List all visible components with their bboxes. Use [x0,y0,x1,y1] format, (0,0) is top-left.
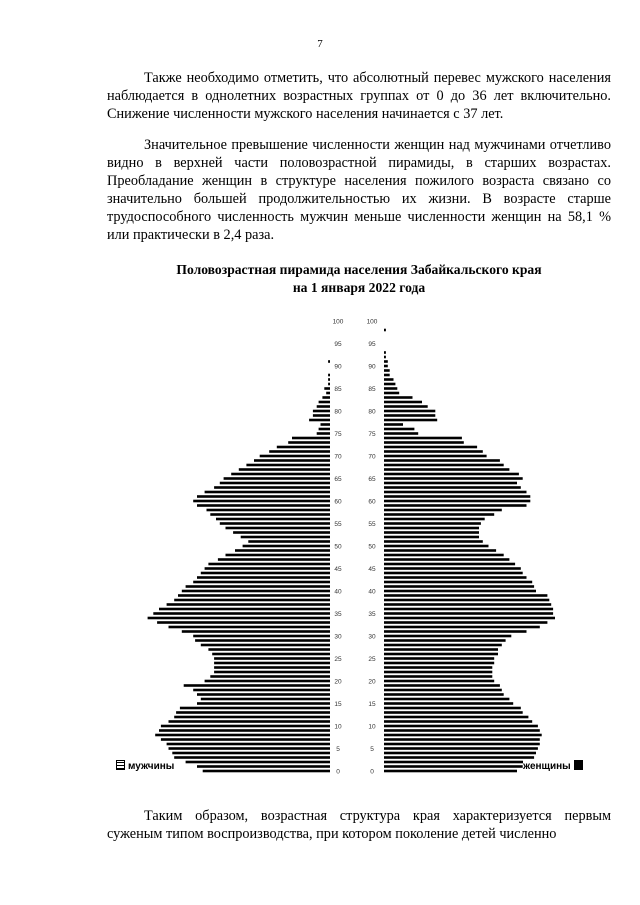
male-bar-age-42 [193,581,330,584]
legend-women [523,760,583,774]
male-bars-group [148,360,330,772]
age-tick-right-25: 25 [368,656,376,663]
male-bar-age-91 [328,360,330,363]
male-bar-age-49 [235,549,330,552]
male-bar-age-87 [328,378,330,381]
legend-women-label: женщины [523,761,571,772]
female-bar-age-39 [384,594,547,597]
male-bar-age-6 [167,743,330,746]
female-bar-age-74 [384,437,462,440]
male-bar-age-52 [241,536,330,539]
male-bar-age-16 [201,698,330,701]
female-bar-age-0 [384,770,517,773]
female-bar-age-2 [384,761,530,764]
male-bar-age-68 [246,464,330,467]
male-bar-age-33 [157,621,330,624]
male-bar-age-36 [159,608,330,611]
female-bar-age-33 [384,621,547,624]
male-bar-age-21 [210,675,330,678]
male-bar-age-78 [309,419,330,422]
age-tick-right-30: 30 [368,633,376,641]
male-bar-age-44 [201,572,330,575]
female-bar-age-78 [384,419,437,422]
male-bar-age-67 [239,468,330,471]
male-bar-age-57 [210,513,330,516]
male-bar-age-41 [186,585,330,588]
female-bar-age-3 [384,756,534,759]
female-bar-age-55 [384,522,481,525]
age-tick-left-45: 45 [334,566,342,573]
male-bar-age-34 [148,617,330,620]
age-tick-right-20: 20 [368,678,376,686]
female-bar-age-64 [384,482,517,485]
age-tick-left-50: 50 [334,543,342,551]
female-bar-age-61 [384,495,530,498]
male-bar-age-84 [326,392,330,395]
female-bar-age-35 [384,612,553,615]
female-bars-group [384,329,555,773]
male-bar-age-28 [201,644,330,647]
chart-title-line2: на 1 января 2022 года [292,280,426,295]
age-tick-left-30: 30 [334,633,342,641]
female-bar-age-52 [384,536,479,539]
female-bar-age-80 [384,410,435,413]
male-bar-age-58 [207,509,331,512]
female-bar-age-15 [384,702,513,705]
age-tick-right-50: 50 [368,543,376,551]
age-tick-right-35: 35 [368,611,376,618]
age-tick-left-95: 95 [334,341,342,348]
age-tick-right-45: 45 [368,566,376,573]
male-bar-age-53 [233,531,330,534]
legend-men [116,760,174,774]
male-bar-age-32 [169,626,331,629]
female-bar-age-8 [384,734,542,737]
male-bar-age-46 [208,563,330,566]
male-bar-age-4 [172,752,330,755]
female-bar-age-28 [384,644,502,647]
female-bar-age-85 [384,387,397,390]
male-bar-age-22 [214,671,330,674]
male-bar-age-26 [212,653,330,656]
female-bar-age-4 [384,752,536,755]
female-bar-age-60 [384,500,530,503]
age-tick-right-5: 5 [370,746,374,753]
female-bar-age-65 [384,477,523,480]
age-tick-right-0: 0 [370,768,374,776]
female-bar-age-50 [384,545,489,548]
female-swatch-icon [574,760,583,770]
legend-men-label: мужчины [128,761,175,772]
paragraph-male-excess: Также необходимо отметить, что абсолютный перевес мужского населения наблюдается в однолетних возрастных группах от 0 до 36 лет включительно. Снижение численности мужского населения начинается с 37 лет. [107,70,611,123]
male-bar-age-24 [214,662,330,665]
male-bar-age-20 [205,680,330,683]
male-bar-age-59 [197,504,330,507]
age-tick-left-5: 5 [336,746,340,753]
female-bar-age-34 [384,617,555,620]
male-bar-age-18 [193,689,330,692]
paragraph-conclusion: Таким образом, возрастная структура края характеризуется первым суженым типом воспроизводства, при котором поколение детей численно [107,808,611,843]
male-bar-age-10 [161,725,330,728]
male-bar-age-86 [328,383,330,386]
male-bar-age-11 [169,720,331,723]
female-bar-age-92 [384,356,386,359]
female-bar-age-91 [384,360,388,363]
age-tick-right-95: 95 [368,341,376,348]
age-tick-left-40: 40 [334,588,342,596]
male-bar-age-17 [197,693,330,696]
female-bar-age-14 [384,707,521,710]
age-tick-left-35: 35 [334,611,342,618]
age-tick-right-65: 65 [368,476,376,483]
male-bar-age-30 [193,635,330,638]
male-bar-age-81 [317,405,330,408]
age-tick-right-55: 55 [368,521,376,528]
female-bar-age-21 [384,675,492,678]
male-bar-age-64 [220,482,330,485]
age-tick-right-70: 70 [368,453,376,461]
age-tick-right-80: 80 [368,408,376,416]
male-bar-age-48 [226,554,331,557]
male-bar-age-29 [195,639,330,642]
female-bar-age-88 [384,374,390,377]
female-bar-age-40 [384,590,536,593]
female-bar-age-48 [384,554,504,557]
male-bar-age-74 [292,437,330,440]
female-bar-age-54 [384,527,479,530]
female-bar-age-69 [384,459,500,462]
female-bar-age-27 [384,648,498,651]
female-bar-age-53 [384,531,479,534]
male-bar-age-40 [182,590,330,593]
male-swatch-icon [116,760,125,770]
male-bar-age-65 [224,477,330,480]
page-number: 7 [317,38,323,50]
male-bar-age-38 [174,599,330,602]
male-bar-age-5 [169,747,331,750]
male-bar-age-8 [155,734,330,737]
female-bar-age-31 [384,630,527,633]
age-tick-right-60: 60 [368,498,376,506]
female-bar-age-81 [384,405,428,408]
male-bar-age-88 [328,374,330,377]
female-bar-age-51 [384,540,483,543]
female-bar-age-13 [384,711,523,714]
male-bar-age-62 [205,491,330,494]
male-bar-age-13 [176,711,330,714]
female-bar-age-98 [384,329,386,332]
female-bar-age-20 [384,680,494,683]
female-bar-age-6 [384,743,540,746]
female-bar-age-84 [384,392,399,395]
female-bar-age-83 [384,396,413,399]
age-tick-right-40: 40 [368,588,376,596]
male-bar-age-1 [197,765,330,768]
age-tick-right-10: 10 [368,723,376,731]
female-bar-age-30 [384,635,511,638]
female-bar-age-90 [384,365,388,368]
male-bar-age-71 [269,450,330,453]
female-bar-age-10 [384,725,538,728]
female-bar-age-19 [384,684,500,687]
male-bar-age-31 [182,630,330,633]
female-bar-age-22 [384,671,492,674]
female-bar-age-25 [384,657,494,660]
male-bar-age-76 [319,428,330,431]
male-bar-age-12 [174,716,330,719]
female-bar-age-11 [384,720,532,723]
female-bar-age-32 [384,626,540,629]
female-bar-age-38 [384,599,549,602]
male-bar-age-7 [161,738,330,741]
male-bar-age-51 [248,540,330,543]
age-tick-labels [333,319,378,776]
male-bar-age-14 [180,707,330,710]
male-bar-age-56 [216,518,330,521]
age-tick-left-65: 65 [334,476,342,483]
female-bar-age-45 [384,567,521,570]
age-tick-left-25: 25 [334,656,342,663]
female-bar-age-70 [384,455,487,458]
male-bar-age-63 [214,486,330,489]
female-bar-age-1 [384,765,523,768]
male-bar-age-66 [231,473,330,476]
male-bar-age-23 [214,666,330,669]
female-bar-age-47 [384,558,509,561]
female-bar-age-86 [384,383,395,386]
male-bar-age-79 [313,414,330,417]
male-bar-age-9 [159,729,330,732]
female-bar-age-77 [384,423,403,426]
age-tick-left-70: 70 [334,453,342,461]
male-bar-age-77 [321,423,331,426]
male-bar-age-83 [322,396,330,399]
male-bar-age-27 [208,648,330,651]
age-tick-right-90: 90 [368,363,376,371]
female-bar-age-41 [384,585,534,588]
female-bar-age-36 [384,608,553,611]
age-tick-left-10: 10 [334,723,342,731]
female-bar-age-5 [384,747,538,750]
age-tick-left-60: 60 [334,498,342,506]
male-bar-age-60 [193,500,330,503]
female-bar-age-43 [384,576,527,579]
female-bar-age-67 [384,468,509,471]
female-bar-age-17 [384,693,504,696]
male-bar-age-35 [153,612,330,615]
age-tick-right-15: 15 [368,701,376,708]
male-bar-age-3 [174,756,330,759]
female-bar-age-76 [384,428,414,431]
age-tick-right-85: 85 [368,386,376,393]
female-bar-age-73 [384,441,464,444]
female-bar-age-12 [384,716,528,719]
female-bar-age-18 [384,689,502,692]
male-bar-age-47 [218,558,330,561]
chart-title-line1: Половозрастная пирамида населения Забайкальского края [176,262,542,277]
female-bar-age-26 [384,653,498,656]
male-bar-age-50 [243,545,330,548]
female-bar-age-58 [384,509,502,512]
female-bar-age-59 [384,504,527,507]
female-bar-age-29 [384,639,506,642]
male-bar-age-39 [178,594,330,597]
male-bar-age-15 [197,702,330,705]
age-tick-left-85: 85 [334,386,342,393]
male-bar-age-61 [197,495,330,498]
paragraph-female-excess: Значительное превышение численности женщин над мужчинами отчетливо видно в верхней части половозрастной пирамиды, в старших возрастах. Преобладание женщин в структуре населения пожилого возраста связано со значительно большей продолжительностью их жизни. В возрасте старше трудоспособного численность мужчин меньше численности женщин на 58,1 % или практически в 2,4 раза. [107,137,611,244]
male-bar-age-19 [184,684,330,687]
male-bar-age-0 [203,770,330,773]
female-bar-age-44 [384,572,523,575]
male-bar-age-73 [288,441,330,444]
female-bar-age-89 [384,369,390,372]
female-bar-age-16 [384,698,509,701]
female-bar-age-57 [384,513,494,516]
male-bar-age-70 [260,455,330,458]
male-bar-age-25 [214,657,330,660]
male-bar-age-85 [324,387,330,390]
female-bar-age-56 [384,518,485,521]
male-bar-age-2 [186,761,330,764]
female-bar-age-72 [384,446,477,449]
age-tick-right-100: 100 [366,318,378,326]
female-bar-age-82 [384,401,422,404]
age-tick-left-0: 0 [336,768,340,776]
female-bar-age-71 [384,450,483,453]
male-bar-age-55 [220,522,330,525]
age-tick-left-90: 90 [334,363,342,371]
female-bar-age-75 [384,432,418,435]
female-bar-age-42 [384,581,532,584]
female-bar-age-23 [384,666,492,669]
age-tick-left-15: 15 [334,701,342,708]
male-bar-age-75 [317,432,330,435]
male-bar-age-45 [205,567,330,570]
male-bar-age-37 [167,603,330,606]
female-bar-age-79 [384,414,435,417]
female-bar-age-62 [384,491,527,494]
female-bar-age-87 [384,378,394,381]
female-bar-age-7 [384,738,540,741]
age-tick-right-75: 75 [368,431,376,438]
age-tick-left-100: 100 [332,318,344,326]
female-bar-age-63 [384,486,521,489]
age-tick-left-20: 20 [334,678,342,686]
male-bar-age-43 [197,576,330,579]
female-bar-age-9 [384,729,540,732]
male-bar-age-54 [226,527,331,530]
male-bar-age-69 [254,459,330,462]
age-tick-left-80: 80 [334,408,342,416]
female-bar-age-49 [384,549,496,552]
female-bar-age-37 [384,603,551,606]
female-bar-age-46 [384,563,515,566]
male-bar-age-82 [319,401,330,404]
female-bar-age-24 [384,662,494,665]
male-bar-age-80 [313,410,330,413]
age-tick-left-75: 75 [334,431,342,438]
male-bar-age-72 [277,446,330,449]
female-bar-age-93 [384,351,386,354]
female-bar-age-68 [384,464,504,467]
female-bar-age-66 [384,473,519,476]
age-tick-left-55: 55 [334,521,342,528]
